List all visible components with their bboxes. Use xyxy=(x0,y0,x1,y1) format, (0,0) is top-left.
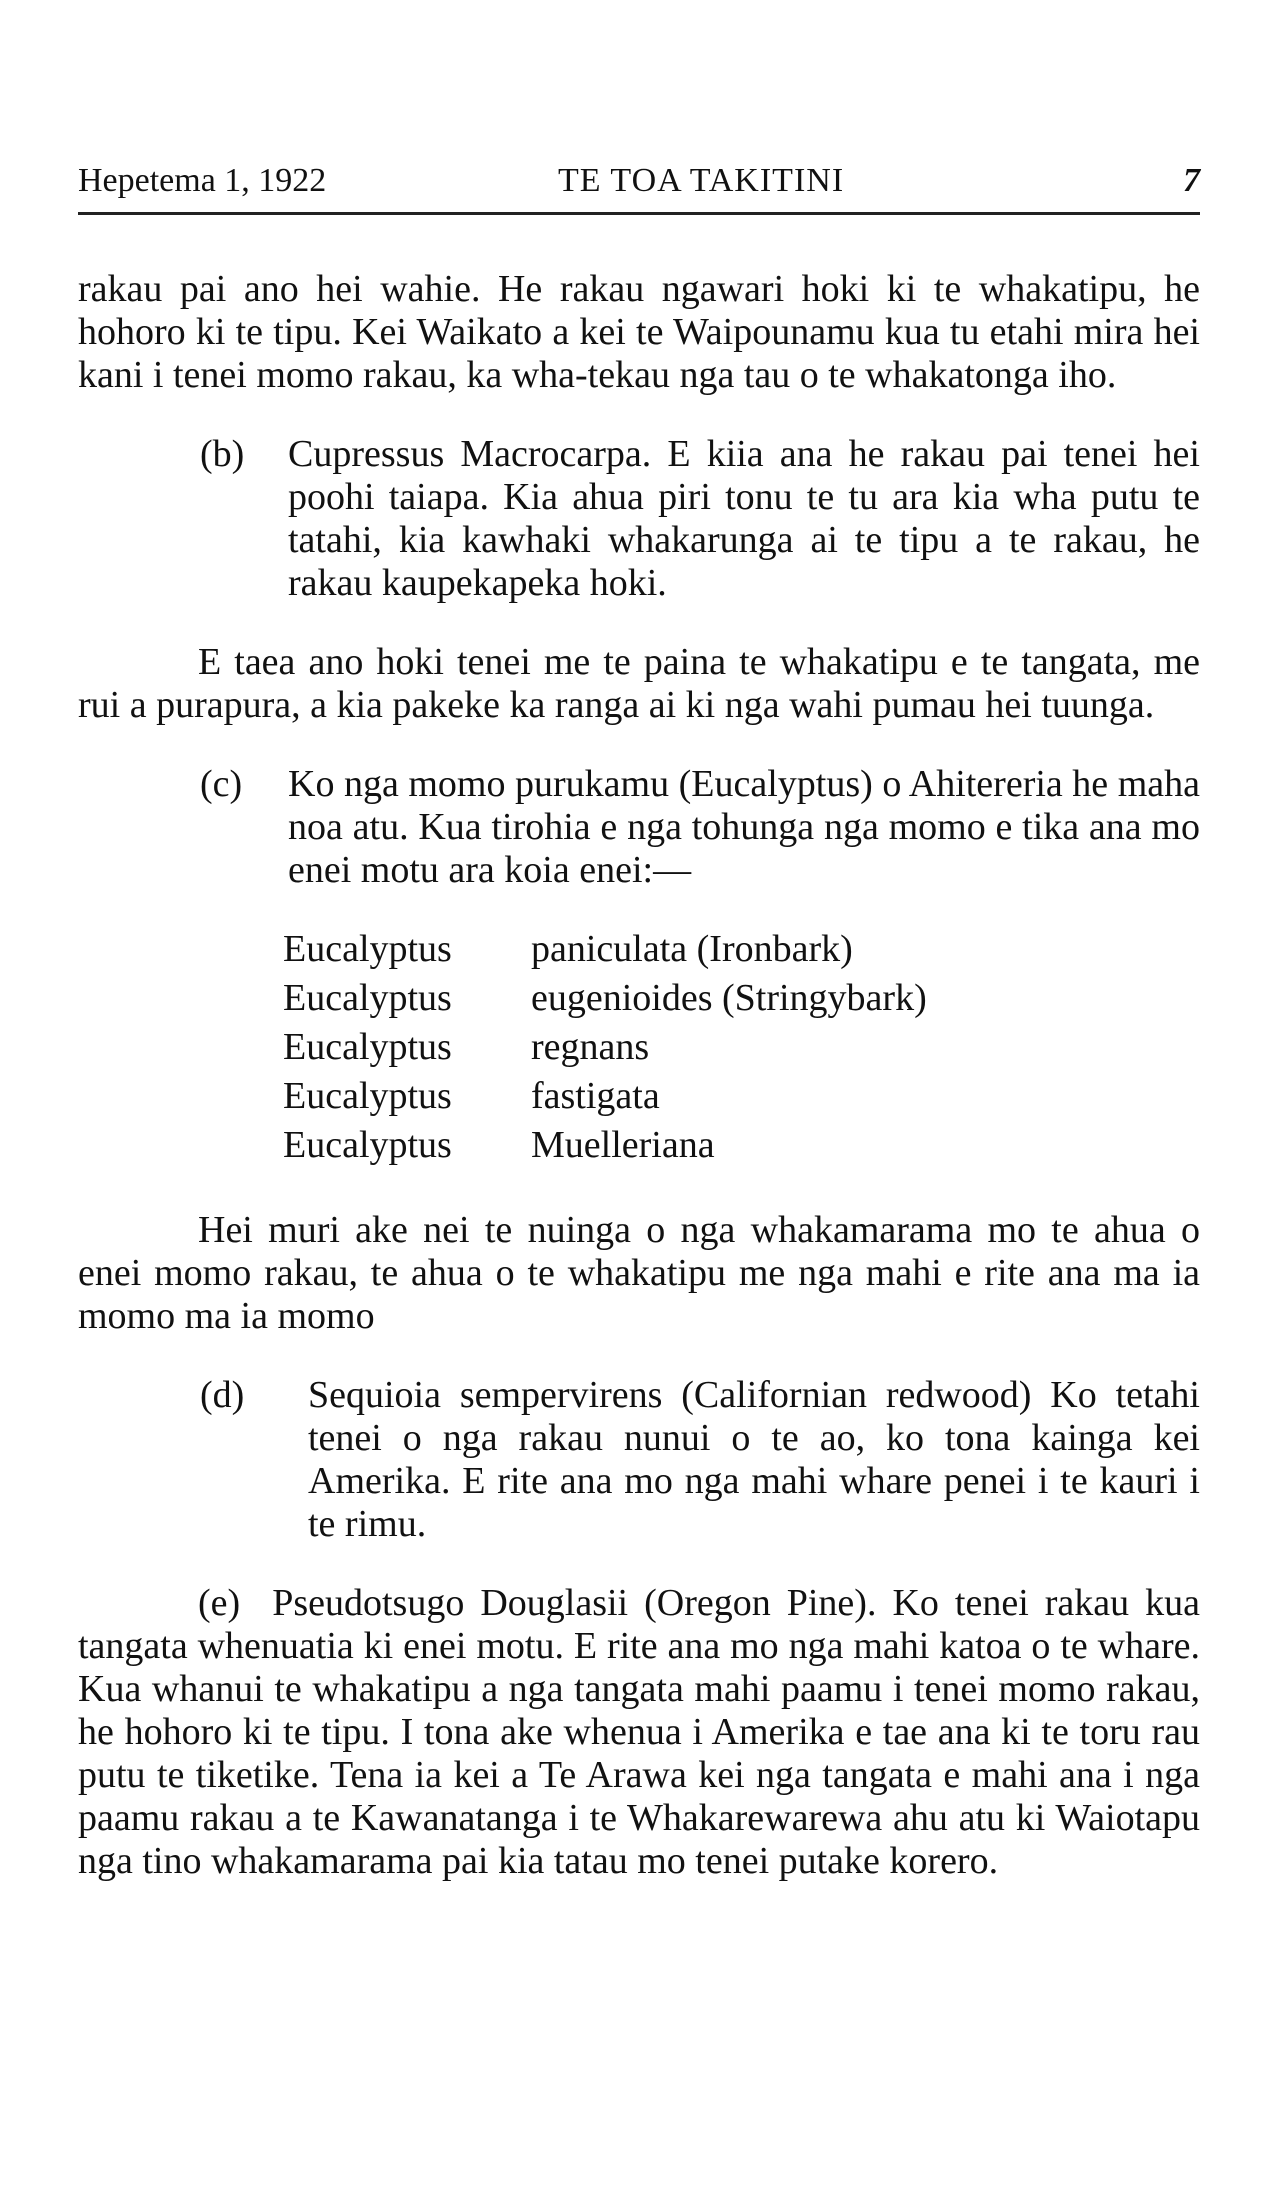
species-genus: Eucalyptus xyxy=(283,928,452,970)
item-c-label: (c) xyxy=(200,763,243,805)
item-e-label: (e) xyxy=(198,1582,241,1624)
running-header xyxy=(78,162,1200,214)
species-row xyxy=(283,1075,1200,1124)
eucalyptus-species-list xyxy=(283,928,1200,1173)
item-d xyxy=(78,1374,1200,1546)
item-c xyxy=(78,763,1200,892)
paragraph-1: rakau pai ano hei wahie. He rakau ngawari hoki ki te whakatipu, he hohoro ki te tipu. Kei Waikato a kei te Waipounamu kua tu etahi mira hei kani i tenei momo rakau, ka wha-tekau nga tau o te whakatonga iho. xyxy=(78,268,1200,396)
item-e-lead: Pseudotsugo Douglasii (Oregon Pine). Ko xyxy=(272,1582,939,1624)
species-genus: Eucalyptus xyxy=(283,1026,452,1068)
item-d-text: Sequioia sempervirens (Californian redwood) Ko tetahi tenei o nga rakau nunui o te ao, ko tona kainga kei Amerika. E rite ana mo nga mahi whare penei i te kauri i te rimu. xyxy=(308,1374,1200,1545)
species-name: fastigata xyxy=(531,1075,660,1117)
species-genus: Eucalyptus xyxy=(283,977,452,1019)
header-rule xyxy=(78,212,1200,215)
species-row xyxy=(283,1026,1200,1075)
item-b xyxy=(78,433,1200,605)
page-body xyxy=(78,268,1200,1883)
species-name: paniculata (Ironbark) xyxy=(531,928,853,970)
item-b-label: (b) xyxy=(200,433,245,475)
species-genus: Eucalyptus xyxy=(283,1075,452,1117)
item-b-text: Cupressus Macrocarpa. E kiia ana he rakau pai tenei hei poohi taiapa. Kia ahua piri tonu te tu ara kia wha putu te tatahi, kia kawhaki whakarunga ai te tipu a te rakau, he rakau kaupekapeka hoki. xyxy=(288,433,1200,604)
paragraph-2: E taea ano hoki tenei me te paina te whakatipu e te tangata, me rui a purapura, a kia pakeke ka ranga ai ki nga wahi pumau hei tuunga. xyxy=(78,641,1200,726)
item-c-text: Ko nga momo purukamu (Eucalyptus) o Ahitereria he maha noa atu. Kua tirohia e nga tohunga nga momo e tika ana mo enei motu ara koia enei:— xyxy=(288,763,1200,891)
header-date: Hepetema 1, 1922 xyxy=(78,162,327,199)
item-d-label: (d) xyxy=(200,1374,245,1416)
species-row xyxy=(283,1124,1200,1173)
species-name: regnans xyxy=(531,1026,650,1068)
species-name: eugenioides (Stringybark) xyxy=(531,977,927,1019)
header-title: TE TOA TAKITINI xyxy=(558,162,845,199)
species-genus: Eucalyptus xyxy=(283,1124,452,1166)
page-number: 7 xyxy=(1183,162,1200,199)
species-row xyxy=(283,977,1200,1026)
paragraph-3: Hei muri ake nei te nuinga o nga whakamarama mo te ahua o enei momo rakau, te ahua o te whakatipu me nga mahi e rite ana ma ia momo ma ia momo xyxy=(78,1209,1200,1337)
species-row xyxy=(283,928,1200,977)
paragraph-4: tenei rakau kua tangata whenuatia ki enei motu. E rite ana mo nga mahi katoa o te whare. Kua whanui te whakatipu a nga tangata mahi paamu i tenei momo rakau, he hohoro ki te tipu. I tona ake whenua i Amerika e tae ana ki te toru rau putu te tiketike. Tena ia kei a Te Arawa kei nga tangata e mahi ana i nga paamu rakau a te Kawanatanga i te Whakarewarewa ahu atu ki Waiotapu nga tino whakamarama pai kia tatau mo tenei putake korero. xyxy=(78,1582,1201,1882)
species-name: Muelleriana xyxy=(531,1124,715,1166)
item-e-paragraph xyxy=(78,1582,1200,1883)
